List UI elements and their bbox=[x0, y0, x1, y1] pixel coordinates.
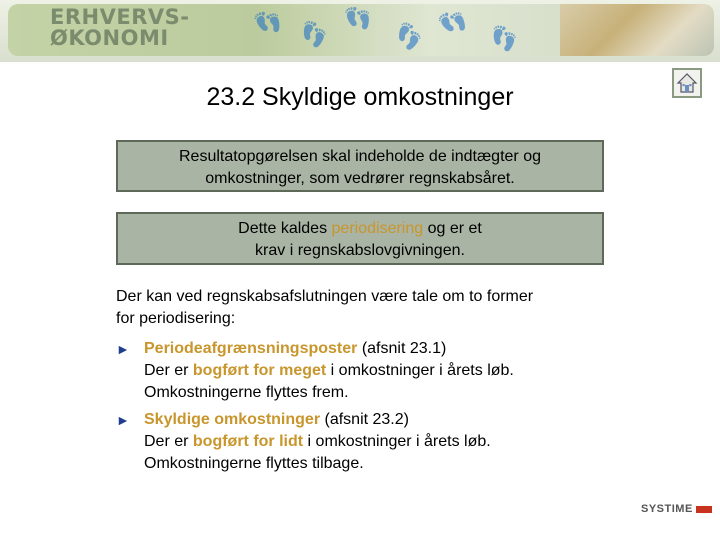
periodization-highlight: periodisering bbox=[331, 220, 424, 237]
publisher-logo bbox=[641, 503, 712, 515]
bullet-line-2-post: i omkostninger i årets løb. bbox=[303, 433, 491, 450]
brand-line-2: ØKONOMI bbox=[50, 26, 169, 50]
brand-line-1: ERHVERVS- bbox=[50, 5, 190, 29]
footprint-icon: 👣 bbox=[297, 18, 331, 51]
triangle-bullet-icon: ► bbox=[116, 412, 130, 428]
footprint-icon: 👣 bbox=[391, 19, 427, 54]
header-banner bbox=[0, 0, 720, 62]
intro-line-1: Der kan ved regnskabsafslutningen være tale om to former bbox=[116, 288, 534, 305]
periodization-box bbox=[116, 212, 604, 265]
brand-logo bbox=[50, 7, 189, 49]
bullet-line-3: Omkostningerne flyttes frem. bbox=[144, 384, 349, 401]
footprint-icon: 👣 bbox=[342, 3, 375, 34]
bullet-highlight: bogført for lidt bbox=[192, 433, 304, 450]
definition-line-2: omkostninger, som vedrører regnskabsåret. bbox=[205, 170, 515, 187]
bullet-text bbox=[144, 409, 636, 475]
bullet-reference: (afsnit 23.1) bbox=[357, 340, 447, 357]
footprint-icon: 👣 bbox=[251, 6, 286, 39]
list-item bbox=[116, 409, 636, 475]
footprint-icon: 👣 bbox=[488, 23, 520, 54]
periodization-pre: Dette kaldes bbox=[238, 220, 332, 237]
definition-line-1: Resultatopgørelsen skal indeholde de indtægter og bbox=[178, 148, 541, 165]
publisher-logo-text: SYSTIME bbox=[641, 503, 693, 515]
periodization-line-1 bbox=[118, 218, 602, 240]
bullet-highlight: bogført for meget bbox=[192, 362, 327, 379]
periodization-post: og er et bbox=[423, 220, 482, 237]
intro-text bbox=[116, 286, 616, 330]
bullet-line-3: Omkostningerne flyttes tilbage. bbox=[144, 455, 364, 472]
bullet-heading: Periodeafgrænsningsposter bbox=[144, 340, 358, 357]
list-item bbox=[116, 338, 636, 404]
bullet-line-2-pre: Der er bbox=[144, 433, 193, 450]
intro-line-2: for periodisering: bbox=[116, 310, 236, 327]
triangle-bullet-icon: ► bbox=[116, 341, 130, 357]
periodization-line-2: krav i regnskabslovgivningen. bbox=[255, 242, 465, 259]
banner-photo bbox=[560, 4, 714, 56]
footprint-icon: 👣 bbox=[435, 4, 472, 41]
bullet-line-2-post: i omkostninger i årets løb. bbox=[326, 362, 514, 379]
logo-bar bbox=[696, 506, 712, 513]
bullet-line-2-pre: Der er bbox=[144, 362, 193, 379]
bullet-heading: Skyldige omkostninger bbox=[144, 411, 321, 428]
definition-box bbox=[116, 140, 604, 192]
bullet-text bbox=[144, 338, 636, 404]
bullet-reference: (afsnit 23.2) bbox=[320, 411, 409, 428]
page-title: 23.2 Skyldige omkostninger bbox=[206, 83, 514, 111]
